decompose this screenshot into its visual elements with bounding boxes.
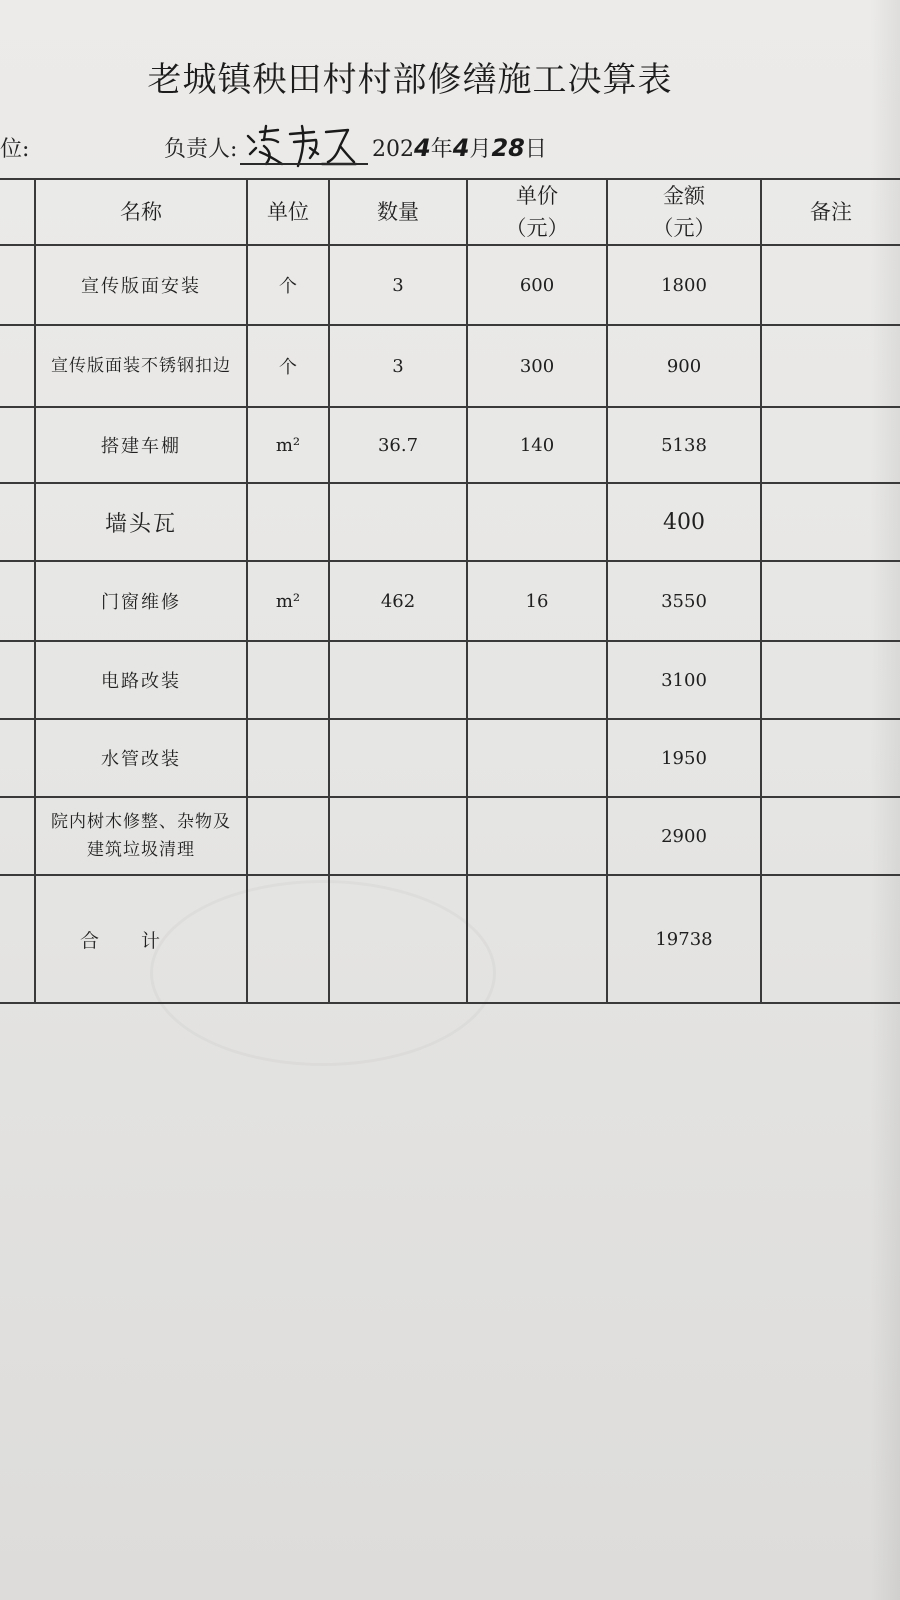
item-name xyxy=(35,797,247,875)
total-remark xyxy=(761,875,900,1003)
document-date xyxy=(372,132,547,163)
item-unit-price xyxy=(467,483,607,561)
item-unit: 个 xyxy=(247,325,329,407)
item-unit xyxy=(247,483,329,561)
item-quantity: 36.7 xyxy=(329,407,467,483)
table-row xyxy=(0,797,900,875)
item-quantity: 3 xyxy=(329,245,467,325)
header-amount xyxy=(607,179,761,245)
item-remark xyxy=(761,325,900,407)
row-index-cell xyxy=(0,245,35,325)
row-index-cell xyxy=(0,325,35,407)
item-quantity xyxy=(329,797,467,875)
signature-line xyxy=(240,163,368,165)
table-row xyxy=(0,407,900,483)
item-amount: 3550 xyxy=(607,561,761,641)
item-quantity xyxy=(329,719,467,797)
item-remark xyxy=(761,483,900,561)
settlement-table xyxy=(0,178,900,1004)
table-total-row xyxy=(0,875,900,1003)
item-name: 墙头瓦 xyxy=(35,483,247,561)
item-remark xyxy=(761,641,900,719)
date-year-handwritten: 4 xyxy=(414,134,431,162)
header-unit-price-line2: （元） xyxy=(505,216,569,240)
row-index-cell xyxy=(0,719,35,797)
total-unit-price xyxy=(467,875,607,1003)
item-unit-price: 140 xyxy=(467,407,607,483)
row-index-cell xyxy=(0,407,35,483)
item-amount: 1950 xyxy=(607,719,761,797)
item-amount: 3100 xyxy=(607,641,761,719)
item-unit: m² xyxy=(247,407,329,483)
date-month-char: 月 xyxy=(469,137,492,162)
item-amount: 5138 xyxy=(607,407,761,483)
person-in-charge-label: 负责人: xyxy=(164,137,238,162)
item-quantity xyxy=(329,641,467,719)
item-unit: 个 xyxy=(247,245,329,325)
item-remark xyxy=(761,561,900,641)
item-unit-price xyxy=(467,797,607,875)
item-unit: m² xyxy=(247,561,329,641)
item-remark xyxy=(761,245,900,325)
table-row xyxy=(0,245,900,325)
header-remark: 备注 xyxy=(761,179,900,245)
row-index-cell xyxy=(0,561,35,641)
item-unit-price: 300 xyxy=(467,325,607,407)
item-unit-price xyxy=(467,641,607,719)
item-unit xyxy=(247,719,329,797)
item-amount: 1800 xyxy=(607,245,761,325)
total-quantity xyxy=(329,875,467,1003)
date-year-printed: 202 xyxy=(372,137,414,162)
header-quantity: 数量 xyxy=(329,179,467,245)
item-amount: 2900 xyxy=(607,797,761,875)
date-year-char: 年 xyxy=(430,137,453,162)
table-row xyxy=(0,719,900,797)
item-unit xyxy=(247,641,329,719)
header-name: 名称 xyxy=(35,179,247,245)
item-unit xyxy=(247,797,329,875)
table-row xyxy=(0,325,900,407)
item-name: 宣传版面安装 xyxy=(35,245,247,325)
item-name: 宣传版面装不锈钢扣边 xyxy=(35,325,247,407)
header-amount-line1: 金额 xyxy=(663,184,705,208)
table-row xyxy=(0,483,900,561)
item-name: 电路改装 xyxy=(35,641,247,719)
item-quantity xyxy=(329,483,467,561)
row-index-cell xyxy=(0,483,35,561)
date-month-handwritten: 4 xyxy=(452,134,470,162)
date-day-handwritten: 28 xyxy=(491,134,525,162)
header-amount-line2: （元） xyxy=(652,216,716,240)
item-amount: 900 xyxy=(607,325,761,407)
item-name: 门窗维修 xyxy=(35,561,247,641)
document-title: 老城镇秧田村村部修缮施工决算表 xyxy=(147,60,673,100)
header-index xyxy=(0,179,35,245)
item-name: 水管改装 xyxy=(35,719,247,797)
total-label: 合 计 xyxy=(35,875,247,1003)
unit-label: 位: xyxy=(0,137,30,162)
header-unit-price-line1: 单价 xyxy=(516,184,558,208)
item-amount: 400 xyxy=(607,483,761,561)
row-index-cell xyxy=(0,875,35,1003)
header-unit-price xyxy=(467,179,607,245)
item-remark xyxy=(761,719,900,797)
item-name-line1: 院内树木修整、杂物及 xyxy=(51,812,231,832)
table-header-row xyxy=(0,179,900,245)
row-index-cell xyxy=(0,641,35,719)
item-unit-price xyxy=(467,719,607,797)
item-quantity: 462 xyxy=(329,561,467,641)
item-unit-price: 16 xyxy=(467,561,607,641)
total-unit xyxy=(247,875,329,1003)
item-remark xyxy=(761,797,900,875)
item-name-line2: 建筑垃圾清理 xyxy=(87,840,195,860)
row-index-cell xyxy=(0,797,35,875)
table-row xyxy=(0,561,900,641)
settlement-table-area xyxy=(0,178,900,1010)
item-remark xyxy=(761,407,900,483)
date-day-char: 日 xyxy=(524,137,547,162)
item-name: 搭建车棚 xyxy=(35,407,247,483)
header-unit: 单位 xyxy=(247,179,329,245)
item-quantity: 3 xyxy=(329,325,467,407)
total-amount: 19738 xyxy=(607,875,761,1003)
table-row xyxy=(0,641,900,719)
item-unit-price: 600 xyxy=(467,245,607,325)
